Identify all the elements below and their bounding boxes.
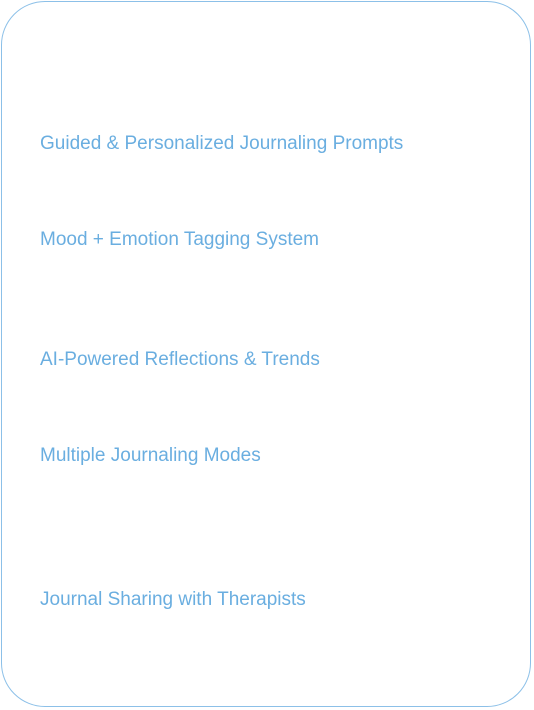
feature-list xyxy=(40,131,492,637)
feature-title: AI-Powered Reflections & Trends xyxy=(40,349,320,370)
feature-title: Multiple Journaling Modes xyxy=(40,445,261,466)
feature-item xyxy=(40,443,492,469)
feature-title: Guided & Personalized Journaling Prompts xyxy=(40,133,404,154)
feature-item xyxy=(40,227,492,253)
feature-item xyxy=(40,587,492,613)
feature-title: Mood + Emotion Tagging System xyxy=(40,229,319,250)
feature-item xyxy=(40,347,492,373)
feature-item xyxy=(40,131,492,157)
feature-title: Journal Sharing with Therapists xyxy=(40,589,306,610)
